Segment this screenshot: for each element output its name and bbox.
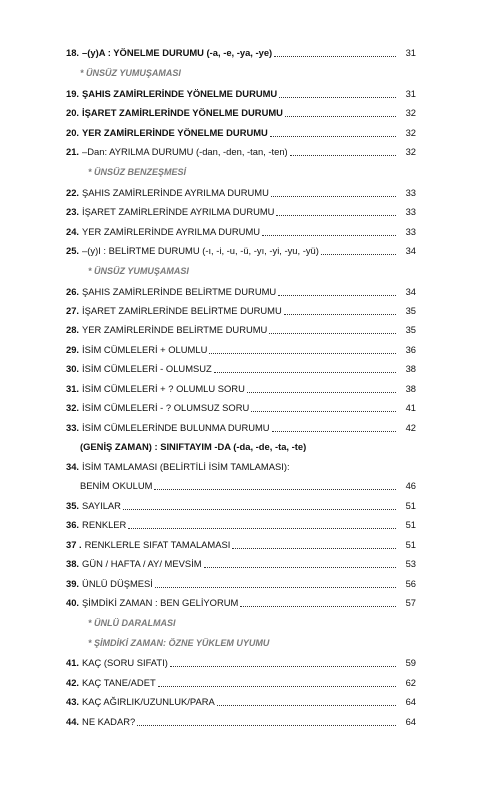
toc-entry[interactable] [66,362,416,376]
entry-title: ŞAHIS ZAMİRLERİNDE AYRILMA DURUMU [82,187,269,198]
toc-entry[interactable] [66,145,416,159]
toc-entry[interactable] [66,323,416,337]
sub-topic: * ÜNSÜZ BENZEŞMESİ [88,167,187,177]
entry-title: NE KADAR? [82,716,136,727]
entry-title: İSİM CÜMLELERİ - OLUMSUZ [82,363,212,374]
entry-page: 32 [405,107,416,118]
sub-topic: * ÜNSÜZ YUMUŞAMASI [80,68,181,78]
entry-number: 23. [66,206,80,217]
entry-page: 31 [405,88,416,99]
entry-continuation: (GENİŞ ZAMAN) : SINIFTAYIM -DA (-da, -de, -ta, -te) [80,441,307,452]
entry-number: 33. [66,422,80,433]
toc-entry[interactable] [66,676,416,690]
dot-leader [209,343,396,354]
toc-entry[interactable] [66,186,416,200]
entry-page: 33 [405,206,416,217]
entry-title: İŞARET ZAMİRLERİNDE YÖNELME DURUMU [82,107,283,118]
entry-number: 25. [66,245,80,256]
entry-title: İŞARET ZAMİRLERİNDE AYRILMA DURUMU [82,206,275,217]
entry-number: 44. [66,716,80,727]
entry-page: 38 [405,363,416,374]
entry-number: 18. [66,47,80,58]
entry-page: 56 [405,578,416,589]
toc-entry[interactable] [66,126,416,140]
entry-title: İSİM CÜMLELERİ + ? OLUMLU SORU [82,383,245,394]
entry-title: ÜNLÜ DÜŞMESİ [82,578,153,589]
toc-entry[interactable] [66,596,416,610]
toc-entry[interactable] [66,695,416,709]
dot-leader [137,715,396,726]
toc-entry[interactable] [66,304,416,318]
entry-page: 51 [405,500,416,511]
entry-page: 64 [405,716,416,727]
dot-leader [247,382,396,393]
dot-leader [158,676,396,687]
dot-leader [270,126,396,137]
toc-entry[interactable] [66,87,416,101]
dot-leader [285,106,396,117]
entry-page: 53 [405,558,416,569]
dot-leader [251,401,396,412]
entry-title: KAÇ AĞIRLIK/UZUNLUK/PARA [82,696,215,707]
entry-page: 57 [405,597,416,608]
toc-entry[interactable] [66,499,416,513]
toc-entry[interactable] [66,518,416,532]
entry-title: YER ZAMİRLERİNDE BELİRTME DURUMU [82,324,268,335]
entry-title: İSİM CÜMLELERİ + OLUMLU [82,344,208,355]
entry-number: 39. [66,578,80,589]
entry-title: İSİM CÜMLELERİNDE BULUNMA DURUMU [82,422,270,433]
entry-number: 19. [66,88,80,99]
entry-title: YER ZAMİRLERİNDE YÖNELME DURUMU [82,127,268,138]
dot-leader [240,596,396,607]
sub-topic: * ÜNLÜ DARALMASI [88,618,176,628]
entry-number: 34. [66,461,80,472]
dot-leader [262,225,396,236]
entry-page: 36 [405,344,416,355]
entry-page: 51 [405,539,416,550]
entry-title: İSİM CÜMLELERİ - ? OLUMSUZ SORU [82,402,250,413]
entry-number: 26. [66,286,80,297]
entry-title: İSİM TAMLAMASI (BELİRTİLİ İSİM TAMLAMASI): [82,461,290,472]
toc-entry[interactable] [66,244,416,258]
entry-title: –(y)I : BELİRTME DURUMU (-ı, -i, -u, -ü, -yı, -yi, -yu, -yü) [82,245,319,256]
toc-entry[interactable] [66,460,416,474]
entry-title: İŞARET ZAMİRLERİNDE BELİRTME DURUMU [82,305,282,316]
entry-number: 41. [66,657,80,668]
entry-page: 33 [405,226,416,237]
dot-leader [276,205,396,216]
entry-number: 20. [66,107,80,118]
dot-leader [290,145,396,156]
sub-topic: * ÜNSÜZ YUMUŞAMASI [88,266,189,276]
entry-number: 24. [66,226,80,237]
entry-number: 27. [66,305,80,316]
entry-title: –(y)A : YÖNELME DURUMU (-a, -e, -ya, -ye) [82,47,273,58]
entry-number: 21. [66,146,80,157]
toc-entry[interactable] [66,421,416,435]
entry-title: RENKLERLE SIFAT TAMALAMASI [84,539,231,550]
toc-entry[interactable] [80,479,416,493]
dot-leader [279,87,396,98]
entry-title: ŞİMDİKİ ZAMAN : BEN GELİYORUM [82,597,239,608]
entry-page: 31 [405,47,416,58]
entry-title: YER ZAMİRLERİNDE AYRILMA DURUMU [82,226,261,237]
toc-entry[interactable] [66,225,416,239]
entry-title: –Dan: AYRILMA DURUMU (-dan, -den, -tan, -ten) [82,146,288,157]
toc-entry[interactable] [66,46,416,60]
toc-entry[interactable] [66,285,416,299]
entry-page: 34 [405,286,416,297]
entry-page: 42 [405,422,416,433]
entry-page: 64 [405,696,416,707]
entry-page: 62 [405,677,416,688]
toc-entry[interactable] [66,577,416,591]
dot-leader [128,518,396,529]
entry-number: 22. [66,187,80,198]
dot-leader [284,304,396,315]
toc-entry[interactable] [66,557,416,571]
entry-title: BENİM OKULUM [80,480,153,491]
entry-number: 35. [66,500,80,511]
toc-entry[interactable] [66,538,416,552]
sub-topic: * ŞİMDİKİ ZAMAN: ÖZNE YÜKLEM UYUMU [88,638,270,648]
entry-page: 34 [405,245,416,256]
entry-page: 35 [405,305,416,316]
entry-number: 31. [66,383,80,394]
entry-number: 29. [66,344,80,355]
dot-leader [155,577,396,588]
entry-title: KAÇ (SORU SIFATI) [82,657,168,668]
dot-leader [217,695,396,706]
entry-page: 35 [405,324,416,335]
dot-leader [271,186,396,197]
entry-number: 40. [66,597,80,608]
entry-page: 33 [405,187,416,198]
entry-title: ŞAHIS ZAMİRLERİNDE YÖNELME DURUMU [82,88,278,99]
dot-leader [204,557,396,568]
entry-page: 41 [405,402,416,413]
toc-entry[interactable] [66,382,416,396]
dot-leader [321,244,396,255]
entry-page: 46 [405,480,416,491]
dot-leader [269,323,396,334]
entry-number: 32. [66,402,80,413]
toc-entry[interactable] [66,656,416,670]
toc-entry[interactable] [66,343,416,357]
entry-title: KAÇ TANE/ADET [82,677,156,688]
entry-page: 51 [405,519,416,530]
entry-title: GÜN / HAFTA / AY/ MEVSİM [82,558,202,569]
entry-number: 38. [66,558,80,569]
toc-entry[interactable] [66,715,416,729]
entry-title: SAYILAR [82,500,121,511]
dot-leader [170,656,396,667]
dot-leader [123,499,396,510]
entry-number: 28. [66,324,80,335]
dot-leader [272,421,396,432]
dot-leader [274,46,396,57]
dot-leader [292,461,396,471]
toc-entry[interactable] [66,106,416,120]
toc-entry[interactable] [66,205,416,219]
toc-entry[interactable] [66,401,416,415]
entry-title: ŞAHIS ZAMİRLERİNDE BELİRTME DURUMU [82,286,277,297]
dot-leader [278,285,396,296]
entry-number: 20. [66,127,80,138]
entry-page: 32 [405,146,416,157]
dot-leader [232,538,396,549]
entry-title: RENKLER [82,519,127,530]
entry-page: 59 [405,657,416,668]
dot-leader [154,479,396,490]
entry-number: 42. [66,677,80,688]
entry-number: 30. [66,363,80,374]
entry-page: 32 [405,127,416,138]
entry-number: 37 . [66,539,82,550]
entry-number: 43. [66,696,80,707]
entry-number: 36. [66,519,80,530]
dot-leader [214,362,396,373]
entry-page: 38 [405,383,416,394]
